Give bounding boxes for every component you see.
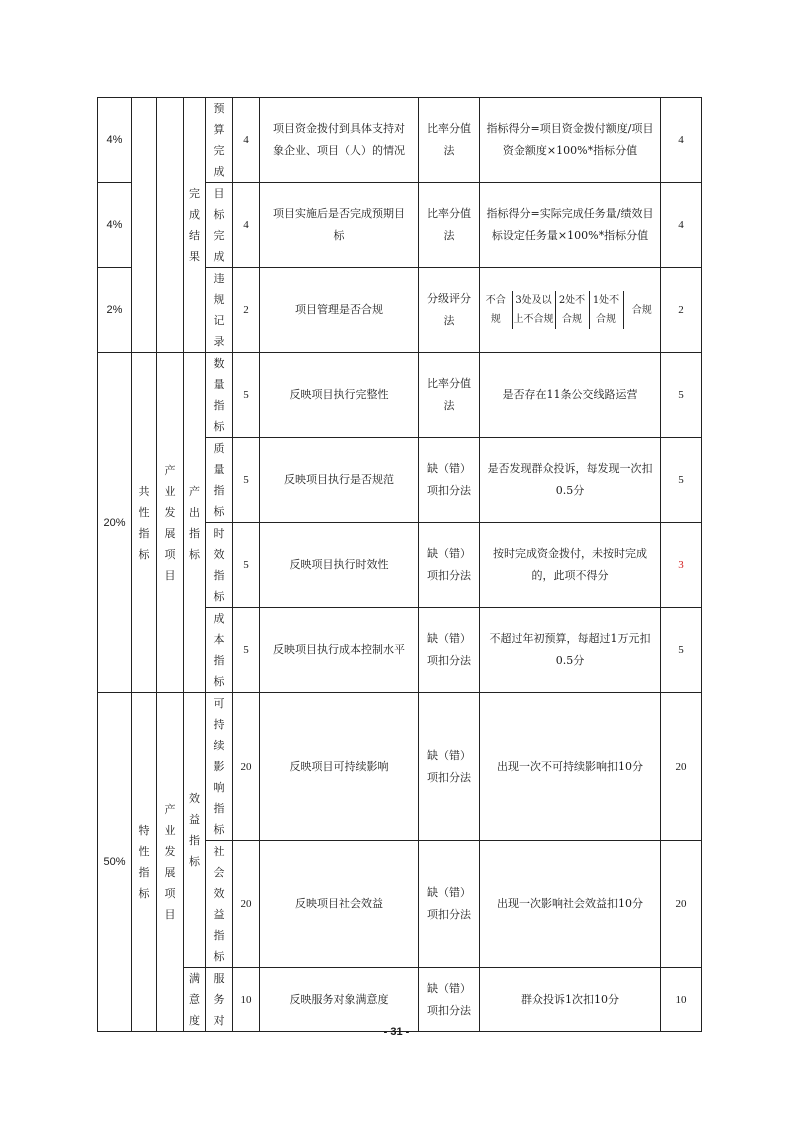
desc-cell: 反映项目执行成本控制水平 bbox=[260, 608, 419, 693]
method-cell: 缺（错）项扣分法 bbox=[419, 438, 480, 523]
desc-cell: 项目管理是否合规 bbox=[260, 268, 419, 353]
grades-cell bbox=[480, 268, 661, 353]
score-cell: 4 bbox=[233, 183, 260, 268]
table-row bbox=[98, 353, 702, 438]
weight-cell: 2% bbox=[98, 268, 132, 353]
score-cell: 5 bbox=[233, 353, 260, 438]
grade-label: 1处不合规 bbox=[589, 291, 623, 329]
weight-cell: 20% bbox=[98, 353, 132, 693]
grade-label: 合规 bbox=[631, 304, 652, 316]
standard-cell: 指标得分=项目资金拨付额度/项目资金额度×100%*指标分值 bbox=[480, 98, 661, 183]
table-row bbox=[98, 98, 702, 183]
level3-cell: 社会效益指标 bbox=[206, 841, 233, 968]
level3-cell: 目标完成 bbox=[206, 183, 233, 268]
level1-cell: 特性指标 bbox=[132, 693, 157, 1032]
level3-cell: 服务对 bbox=[206, 968, 233, 1032]
standard-cell: 是否存在11条公交线路运营 bbox=[480, 353, 661, 438]
blank-cell bbox=[157, 98, 184, 353]
weight-cell: 4% bbox=[98, 98, 132, 183]
method-cell: 比率分值法 bbox=[419, 183, 480, 268]
actual-score-cell: 4 bbox=[661, 98, 702, 183]
standard-cell: 指标得分=实际完成任务量/绩效目标设定任务量×100%*指标分值 bbox=[480, 183, 661, 268]
weight-cell: 50% bbox=[98, 693, 132, 1032]
standard-cell: 按时完成资金拨付，未按时完成的，此项不得分 bbox=[480, 523, 661, 608]
standard-cell: 不超过年初预算，每超过1万元扣0.5分 bbox=[480, 608, 661, 693]
score-cell: 5 bbox=[233, 523, 260, 608]
method-cell: 缺（错）项扣分法 bbox=[419, 968, 480, 1032]
desc-cell: 反映项目执行完整性 bbox=[260, 353, 419, 438]
standard-cell: 出现一次不可持续影响扣10分 bbox=[480, 693, 661, 841]
standard-cell: 群众投诉1次扣10分 bbox=[480, 968, 661, 1032]
grade-label: 3处及以上不合规 bbox=[512, 291, 555, 329]
score-cell: 4 bbox=[233, 98, 260, 183]
desc-cell: 反映项目执行时效性 bbox=[260, 523, 419, 608]
standard-cell: 是否发现群众投诉，每发现一次扣0.5分 bbox=[480, 438, 661, 523]
level2-cell: 完成结果 bbox=[184, 98, 206, 353]
standard-cell: 出现一次影响社会效益扣10分 bbox=[480, 841, 661, 968]
score-cell: 20 bbox=[233, 693, 260, 841]
desc-cell: 反映项目执行是否规范 bbox=[260, 438, 419, 523]
level3-cell: 质量指标 bbox=[206, 438, 233, 523]
method-cell: 缺（错）项扣分法 bbox=[419, 523, 480, 608]
score-cell: 5 bbox=[233, 438, 260, 523]
level3-cell: 预算完成 bbox=[206, 98, 233, 183]
weight-cell: 4% bbox=[98, 183, 132, 268]
desc-cell: 项目资金拨付到具体支持对象企业、项目（人）的情况 bbox=[260, 98, 419, 183]
actual-score-cell: 3 bbox=[661, 523, 702, 608]
grades-table bbox=[480, 291, 660, 329]
level3-cell: 成本指标 bbox=[206, 608, 233, 693]
grade-label: 2处不合规 bbox=[555, 291, 589, 329]
actual-score-cell: 5 bbox=[661, 438, 702, 523]
table-row bbox=[98, 968, 702, 1032]
actual-score-cell: 10 bbox=[661, 968, 702, 1032]
level3-cell: 可持续影响指标 bbox=[206, 693, 233, 841]
actual-score-cell: 20 bbox=[661, 693, 702, 841]
score-cell: 2 bbox=[233, 268, 260, 353]
actual-score-cell: 5 bbox=[661, 608, 702, 693]
score-cell: 20 bbox=[233, 841, 260, 968]
level2-cell: 产出指标 bbox=[184, 353, 206, 693]
method-cell: 比率分值法 bbox=[419, 353, 480, 438]
actual-score-cell: 2 bbox=[661, 268, 702, 353]
blank-cell bbox=[132, 98, 157, 353]
level2-cell: 效益指标 bbox=[184, 693, 206, 968]
level3-cell: 违规记录 bbox=[206, 268, 233, 353]
method-cell: 缺（错）项扣分法 bbox=[419, 841, 480, 968]
method-cell: 缺（错）项扣分法 bbox=[419, 608, 480, 693]
desc-cell: 反映服务对象满意度 bbox=[260, 968, 419, 1032]
project-type-cell: 产业发展项目 bbox=[157, 353, 184, 693]
method-cell: 比率分值法 bbox=[419, 98, 480, 183]
desc-cell: 反映项目社会效益 bbox=[260, 841, 419, 968]
table-row bbox=[98, 693, 702, 841]
evaluation-table bbox=[97, 97, 702, 1032]
actual-score-cell: 20 bbox=[661, 841, 702, 968]
level3-cell: 时效指标 bbox=[206, 523, 233, 608]
page-number: - 31 - bbox=[383, 1026, 410, 1038]
score-cell: 5 bbox=[233, 608, 260, 693]
grade-label: 不合规 bbox=[480, 291, 512, 329]
actual-score-cell: 4 bbox=[661, 183, 702, 268]
level2-cell: 满意度 bbox=[184, 968, 206, 1032]
level3-cell: 数量指标 bbox=[206, 353, 233, 438]
desc-cell: 反映项目可持续影响 bbox=[260, 693, 419, 841]
desc-cell: 项目实施后是否完成预期目标 bbox=[260, 183, 419, 268]
score-cell: 10 bbox=[233, 968, 260, 1032]
method-cell: 缺（错）项扣分法 bbox=[419, 693, 480, 841]
method-cell: 分级评分法 bbox=[419, 268, 480, 353]
project-type-cell: 产业发展项目 bbox=[157, 693, 184, 1032]
level1-cell: 共性指标 bbox=[132, 353, 157, 693]
actual-score-cell: 5 bbox=[661, 353, 702, 438]
